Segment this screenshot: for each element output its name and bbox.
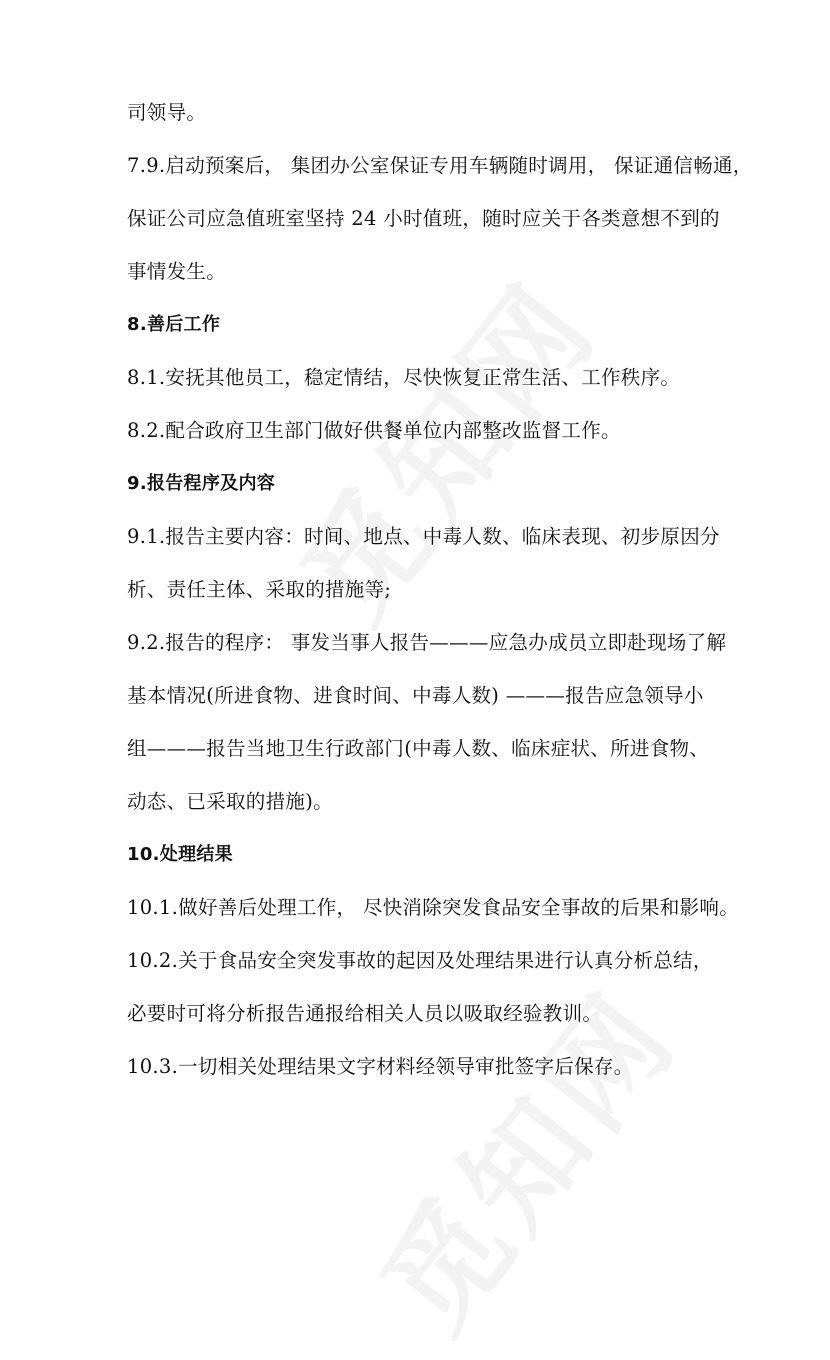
text-line: 析、责任主体、采取的措施等; xyxy=(127,578,392,601)
text-line: 组———报告当地卫生行政部门(中毒人数、临床症状、所进食物、 xyxy=(127,737,710,760)
text-line: 司领导。 xyxy=(127,101,207,124)
text-line: 7.9.启动预案后， 集团办公室保证专用车辆随时调用， 保证通信畅通， xyxy=(127,154,753,177)
text-line: 事情发生。 xyxy=(127,260,227,283)
document-body xyxy=(127,86,753,1093)
text-line: 10.3.一切相关处理结果文字材料经领导审批签字后保存。 xyxy=(127,1055,634,1078)
text-line: 基本情况(所进食物、进食时间、中毒人数) ———报告应急领导小 xyxy=(127,684,704,707)
text-line: 10.2.关于食品安全突发事故的起因及处理结果进行认真分析总结， xyxy=(127,949,713,972)
text-line: 9.1.报告主要内容：时间、地点、中毒人数、临床表现、初步原因分 xyxy=(127,525,720,548)
text-line: 8.1.安抚其他员工，稳定情结，尽快恢复正常生活、工作秩序。 xyxy=(127,366,681,389)
text-line: 必要时可将分析报告通报给相关人员以吸取经验教训。 xyxy=(127,1002,603,1025)
text-line: 8.2.配合政府卫生部门做好供餐单位内部整改监督工作。 xyxy=(127,419,621,442)
text-line: 保证公司应急值班室坚持 24 小时值班，随时应关于各类意想不到的 xyxy=(127,207,720,230)
text-line: 10.1.做好善后处理工作， 尽快消除突发食品安全事故的后果和影响。 xyxy=(127,896,740,919)
text-line: 9.2.报告的程序： 事发当事人报告———应急办成员立即赴现场了解 xyxy=(127,631,727,654)
section-heading: 10.处理结果 xyxy=(127,844,233,865)
section-heading: 8.善后工作 xyxy=(127,314,221,335)
text-line: 动态、已采取的措施)。 xyxy=(127,790,333,813)
section-heading: 9.报告程序及内容 xyxy=(127,473,276,494)
